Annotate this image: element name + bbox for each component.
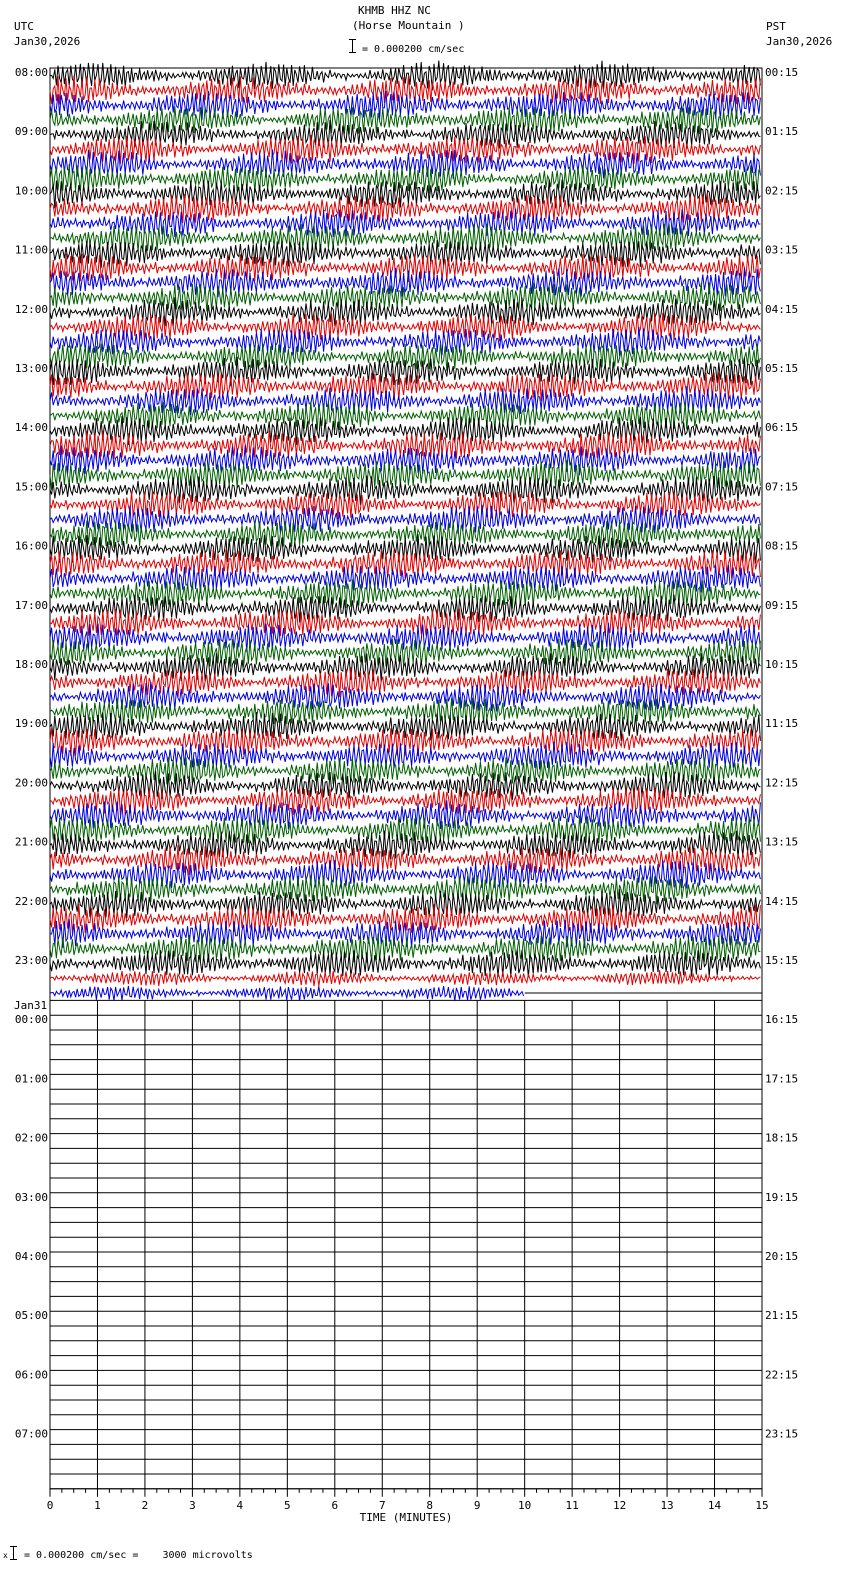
pst-hour-label: 02:15 <box>765 184 799 198</box>
pst-hour-label: 08:15 <box>765 539 799 553</box>
x-tick-label: 3 <box>189 1498 196 1512</box>
footer-scale-cap-bottom <box>10 1559 17 1560</box>
pst-hour-label: 03:15 <box>765 243 799 257</box>
trace-row <box>50 61 760 91</box>
pst-date-label: Jan30,2026 <box>766 35 833 48</box>
pst-hour-label: 17:15 <box>765 1072 799 1086</box>
x-tick-label: 0 <box>46 1498 54 1512</box>
utc-hour-label: 15:00 <box>14 480 48 494</box>
pst-hour-label: 16:15 <box>765 1013 799 1027</box>
x-tick-label: 10 <box>518 1498 532 1512</box>
utc-hour-label: 00:00 <box>14 1013 48 1027</box>
utc-hour-label: 10:00 <box>14 184 48 198</box>
pst-hour-label: 23:15 <box>765 1427 799 1441</box>
footer-scale-cap-top <box>10 1546 17 1547</box>
utc-hour-label: 21:00 <box>14 835 48 849</box>
trace-row <box>50 712 760 741</box>
x-tick-label: 2 <box>141 1498 149 1512</box>
trace-row <box>50 179 760 208</box>
x-tick-label: 7 <box>378 1498 386 1512</box>
x-tick-label: 4 <box>236 1498 244 1512</box>
x-tick-label: 8 <box>426 1498 434 1512</box>
trace-row <box>50 150 760 179</box>
scale-label: = 0.000200 cm/sec <box>362 44 465 55</box>
pst-hour-label: 21:15 <box>765 1309 799 1323</box>
x-axis-label: TIME (MINUTES) <box>359 1510 453 1524</box>
utc-hour-label: 22:00 <box>14 894 48 908</box>
pst-hour-label: 01:15 <box>765 125 799 139</box>
trace-row <box>50 986 524 1001</box>
x-tick-label: 12 <box>612 1498 627 1512</box>
utc-hour-label: 20:00 <box>14 776 48 790</box>
pst-hour-label: 04:15 <box>765 302 799 316</box>
utc-hour-label: 16:00 <box>14 539 48 553</box>
footer-star-icon: x <box>3 1551 8 1560</box>
pst-hour-label: 22:15 <box>765 1368 799 1382</box>
next-day-label: Jan31 <box>14 999 48 1013</box>
x-tick-label: 1 <box>94 1498 101 1512</box>
utc-hour-label: 04:00 <box>14 1250 48 1263</box>
pst-hour-label: 00:15 <box>765 66 799 79</box>
pst-hour-label: 10:15 <box>765 658 799 671</box>
pst-hour-label: 15:15 <box>765 954 799 967</box>
utc-hour-label: 14:00 <box>14 421 48 435</box>
utc-hour-label: 12:00 <box>14 302 48 316</box>
pst-hour-label: 13:15 <box>765 835 799 849</box>
footer-scale-note: = 0.000200 cm/sec = 3000 microvolts <box>24 1550 253 1561</box>
pst-hour-label: 07:15 <box>765 480 799 494</box>
pst-hour-label: 18:15 <box>765 1131 799 1145</box>
x-tick-label: 14 <box>707 1498 722 1512</box>
utc-hour-label: 19:00 <box>14 717 48 731</box>
trace-row <box>50 224 760 253</box>
pst-zone-label: PST <box>766 20 786 33</box>
pst-hour-label: 20:15 <box>765 1250 799 1263</box>
utc-hour-label: 03:00 <box>14 1190 48 1204</box>
utc-hour-label: 07:00 <box>14 1427 48 1441</box>
utc-hour-label: 17:00 <box>14 598 48 612</box>
utc-hour-label: 11:00 <box>14 243 48 257</box>
utc-zone-label: UTC <box>14 20 34 33</box>
pst-hour-label: 19:15 <box>765 1190 799 1204</box>
x-tick-label: 11 <box>565 1498 579 1512</box>
pst-hour-label: 12:15 <box>765 776 799 790</box>
x-tick-label: 9 <box>473 1498 481 1512</box>
utc-hour-label: 13:00 <box>14 362 48 375</box>
trace-row <box>50 653 760 682</box>
utc-hour-label: 02:00 <box>14 1131 48 1145</box>
pst-hour-label: 05:15 <box>765 362 799 375</box>
utc-hour-label: 23:00 <box>14 954 48 967</box>
footer-scale-bar-icon <box>13 1546 14 1559</box>
utc-hour-label: 05:00 <box>14 1309 48 1323</box>
x-tick-label: 13 <box>660 1498 674 1512</box>
utc-hour-label: 18:00 <box>14 658 48 671</box>
utc-hour-label: 06:00 <box>14 1368 48 1382</box>
pst-hour-label: 14:15 <box>765 894 799 908</box>
utc-hour-label: 08:00 <box>14 66 48 79</box>
utc-hour-label: 01:00 <box>14 1072 48 1086</box>
station-title: KHMB HHZ NC <box>358 4 431 17</box>
trace-row <box>50 431 760 461</box>
pst-hour-label: 09:15 <box>765 598 799 612</box>
utc-hour-label: 09:00 <box>14 125 48 139</box>
x-tick-label: 15 <box>755 1498 769 1512</box>
trace-row <box>50 815 760 844</box>
pst-hour-label: 11:15 <box>765 717 799 731</box>
trace-row <box>50 164 760 194</box>
station-location: (Horse Mountain ) <box>352 19 465 32</box>
x-tick-label: 6 <box>331 1498 339 1512</box>
x-tick-label: 5 <box>284 1498 291 1512</box>
utc-date-label: Jan30,2026 <box>14 35 81 48</box>
trace-row <box>50 970 760 986</box>
pst-hour-label: 06:15 <box>765 421 799 435</box>
